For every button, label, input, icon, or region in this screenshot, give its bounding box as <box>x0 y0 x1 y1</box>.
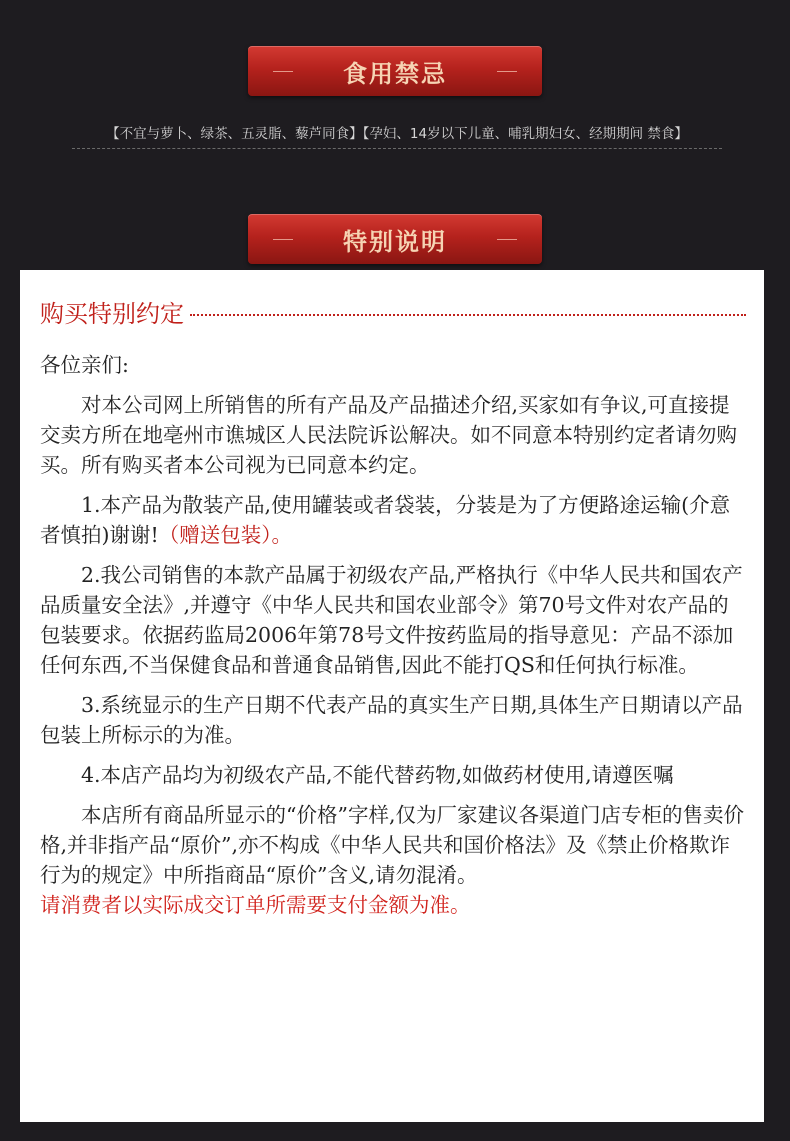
banner-left-dash <box>273 71 293 72</box>
item-1 <box>40 490 744 550</box>
banner-left-dash <box>273 239 293 240</box>
agreement-title: 购买特别约定 <box>40 300 184 328</box>
banner-right-dash <box>497 71 517 72</box>
agreement-body <box>40 350 744 920</box>
section-banner-notice <box>248 214 542 264</box>
intro-paragraph: 对本公司网上所销售的所有产品及产品描述介绍,买家如有争议,可直接提交卖方所在地亳州市谯城区人民法院诉讼解决。如不同意本特别约定者请勿购买。所有购买者本公司视为已同意本约定。 <box>40 393 737 477</box>
agreement-heading <box>40 294 746 329</box>
section-banner-taboo <box>248 46 542 96</box>
price-note: 本店所有商品所显示的“价格”字样,仅为厂家建议各渠道门店专柜的售卖价格,并非指产品“原价”,亦不构成《中华人民共和国价格法》及《禁止价格欺诈行为的规定》中所指商品“原价”含义,请勿混淆。 <box>40 803 744 887</box>
banner-title: 食用禁忌 <box>343 59 447 88</box>
taboo-text: 【不宜与萝卜、绿茶、五灵脂、藜芦同食】【孕妇、14岁以下儿童、哺乳期妇女、经期期间 禁食】 <box>72 122 722 149</box>
final-notice: 请消费者以实际成交订单所需要支付金额为准。 <box>40 893 471 917</box>
greeting: 各位亲们: <box>40 353 129 377</box>
banner-title: 特别说明 <box>343 227 447 256</box>
item-2: 2.我公司销售的本款产品属于初级农产品,严格执行《中华人民共和国农产品质量安全法》,并遵守《中华人民共和国农业部令》第70号文件对农产品的包装要求。依据药监局2006年第78号文件按药监局的指导意见：产品不添加任何东西,不当保健食品和普通食品销售,因此不能打QS和任何执行标准。 <box>40 563 743 677</box>
agreement-panel <box>20 270 764 1122</box>
gift-packaging-note: （赠送包装）。 <box>158 523 292 547</box>
item-3: 3.系统显示的生产日期不代表产品的真实生产日期,具体生产日期请以产品包装上所标示的为准。 <box>40 693 743 747</box>
item-4: 4.本店产品均为初级农产品,不能代替药物,如做药材使用,请遵医嘱 <box>81 763 674 787</box>
banner-right-dash <box>497 239 517 240</box>
item-1-text: 1.本产品为散装产品,使用罐装或者袋装，分装是为了方便路途运输(介意者慎拍)谢谢! <box>40 493 731 547</box>
dotted-divider <box>190 314 746 316</box>
